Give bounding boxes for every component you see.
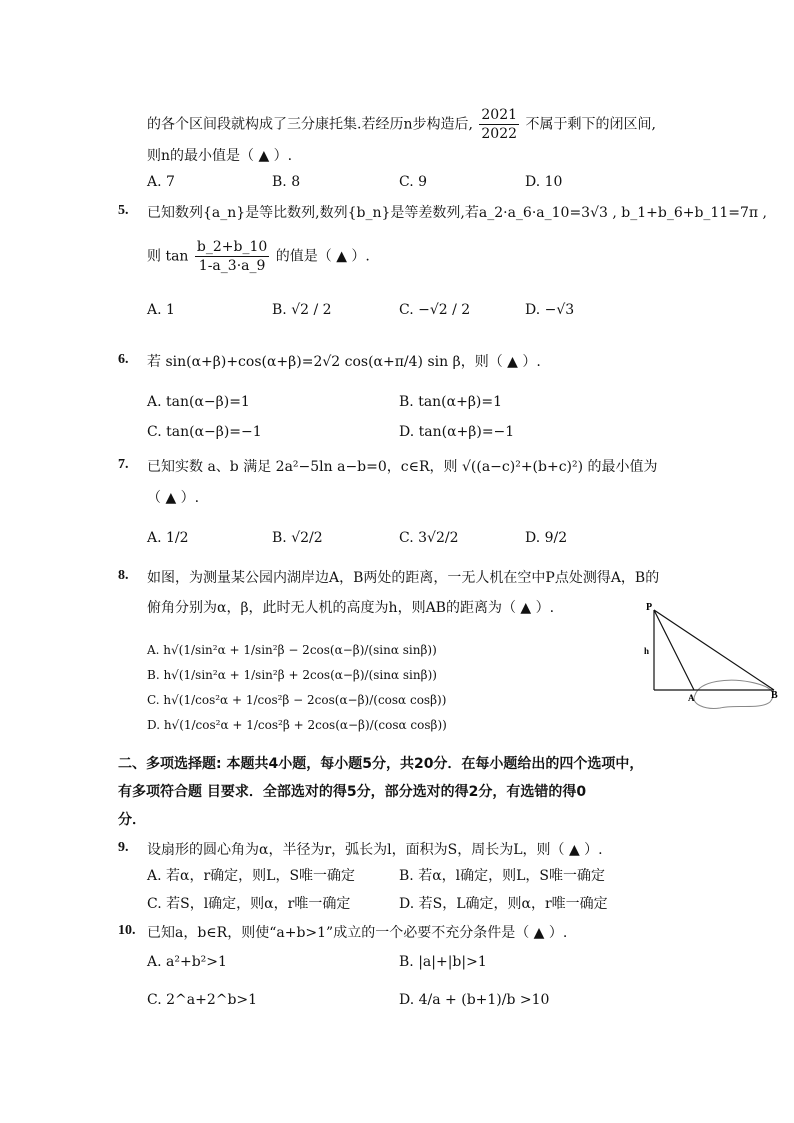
q10-option-c: C. 2^a+2^b>1 xyxy=(147,992,258,1008)
q6-stem: 若 sin(α+β)+cos(α+β)=2√2 cos(α+π/4) sin β，则（ ▲ ）. xyxy=(147,354,541,370)
q7-option-d: D. 9/2 xyxy=(525,530,568,546)
q8-number: 8. xyxy=(118,568,129,583)
q7-stem-line1: 已知实数 a、b 满足 2a²−5ln a−b=0，c∈R，则 √((a−c)²+(b+c)²) 的最小值为 xyxy=(147,459,658,475)
q6-option-c: C. tan(α−β)=−1 xyxy=(147,424,262,440)
q8-option-a: A. h√(1/sin²α + 1/sin²β − 2cos(α−β)/(sinα sinβ)) xyxy=(147,643,437,657)
q10-number: 10. xyxy=(118,923,136,938)
q5-frac-den: 1-a_3·a_9 xyxy=(198,258,266,274)
section2-heading-line3: 分． xyxy=(118,812,146,828)
top-line-1 xyxy=(147,106,656,143)
drone-triangle-figure xyxy=(640,600,780,710)
q5-fraction xyxy=(195,238,269,275)
q6-option-a: A. tan(α−β)=1 xyxy=(147,394,250,410)
q5-option-b: B. √2 / 2 xyxy=(272,302,332,318)
q10-option-b: B. |a|+|b|>1 xyxy=(399,954,487,970)
top-option-b: B. 8 xyxy=(272,174,301,190)
top-option-d: D. 10 xyxy=(525,174,563,190)
q5-number: 5. xyxy=(118,203,129,218)
fraction-2021-2022 xyxy=(479,106,519,143)
q5-frac-num: b_2+b_10 xyxy=(196,239,268,255)
q7-option-c: C. 3√2/2 xyxy=(399,530,459,546)
label-h: h xyxy=(644,646,650,656)
q5-tail: 的值是（ ▲ ）. xyxy=(275,248,370,265)
q5-option-d: D. −√3 xyxy=(525,302,575,318)
top-option-a: A. 7 xyxy=(147,174,175,190)
q6-option-d: D. tan(α+β)=−1 xyxy=(399,424,515,440)
pa-line xyxy=(654,610,694,690)
q7-number: 7. xyxy=(118,457,129,472)
label-a: A xyxy=(688,693,695,703)
section2-heading-line1: 二、多项选择题: 本题共4小题，每小题5分，共20分．在每小题给出的四个选项中， xyxy=(118,756,644,772)
q10-option-d: D. 4/a + (b+1)/b >10 xyxy=(399,992,550,1008)
q9-option-d: D. 若S，L确定，则α，r唯一确定 xyxy=(399,896,608,912)
q9-option-c: C. 若S，l确定，则α，r唯一确定 xyxy=(147,896,351,912)
q8-option-c: C. h√(1/cos²α + 1/cos²β − 2cos(α−β)/(cosα cosβ)) xyxy=(147,693,447,707)
top-line-2: 则n的最小值是（ ▲ ）. xyxy=(147,148,293,164)
q9-option-b: B. 若α，l确定，则L，S唯一确定 xyxy=(399,868,606,884)
q10-stem: 已知a，b∈R，则使“a+b>1”成立的一个必要不充分条件是（ ▲ ）. xyxy=(147,925,568,941)
pb-line xyxy=(654,610,774,690)
q5-option-a: A. 1 xyxy=(147,302,175,318)
q5-option-c: C. −√2 / 2 xyxy=(399,302,471,318)
label-b: B xyxy=(771,690,778,701)
frac-den: 2022 xyxy=(481,126,518,142)
q9-number: 9. xyxy=(118,840,129,855)
lake-outline xyxy=(694,680,773,708)
q8-stem-line1: 如图，为测量某公园内湖岸边A，B两处的距离，一无人机在空中P点处测得A，B的 xyxy=(147,570,660,586)
label-p: P xyxy=(646,602,653,613)
q10-option-a: A. a²+b²>1 xyxy=(147,954,227,970)
q8-option-b: B. h√(1/sin²α + 1/sin²β + 2cos(α−β)/(sinα sinβ)) xyxy=(147,668,437,682)
q9-option-a: A. 若α，r确定，则L，S唯一确定 xyxy=(147,868,356,884)
q7-option-a: A. 1/2 xyxy=(147,530,189,546)
q8-stem-line2: 俯角分别为α，β，此时无人机的高度为h，则AB的距离为（ ▲ ）. xyxy=(147,600,555,616)
q5-stem-line2 xyxy=(147,238,370,275)
top-option-c: C. 9 xyxy=(399,174,428,190)
top-line1-b: 不属于剩下的闭区间, xyxy=(525,116,656,133)
frac-num: 2021 xyxy=(481,107,518,123)
section2-heading-line2: 有多项符合题 目要求．全部选对的得5分，部分选对的得2分，有选错的得0 xyxy=(118,784,587,800)
q9-stem: 设扇形的圆心角为α，半径为r，弧长为l，面积为S，周长为L，则（ ▲ ）. xyxy=(147,842,603,858)
q5-tan: 则 tan xyxy=(147,248,189,265)
q8-option-d: D. h√(1/cos²α + 1/cos²β + 2cos(α−β)/(cosα cosβ)) xyxy=(147,718,447,732)
q7-option-b: B. √2/2 xyxy=(272,530,323,546)
q5-stem-line1: 已知数列{a_n}是等比数列,数列{b_n}是等差数列,若a_2·a_6·a_10=3√3 , b_1+b_6+b_11=7π , xyxy=(147,205,767,221)
q6-option-b: B. tan(α+β)=1 xyxy=(399,394,503,410)
top-line1-a: 的各个区间段就构成了三分康托集.若经历n步构造后, xyxy=(147,116,473,133)
q7-stem-line2: （ ▲ ）. xyxy=(147,490,200,506)
q6-number: 6. xyxy=(118,352,129,367)
